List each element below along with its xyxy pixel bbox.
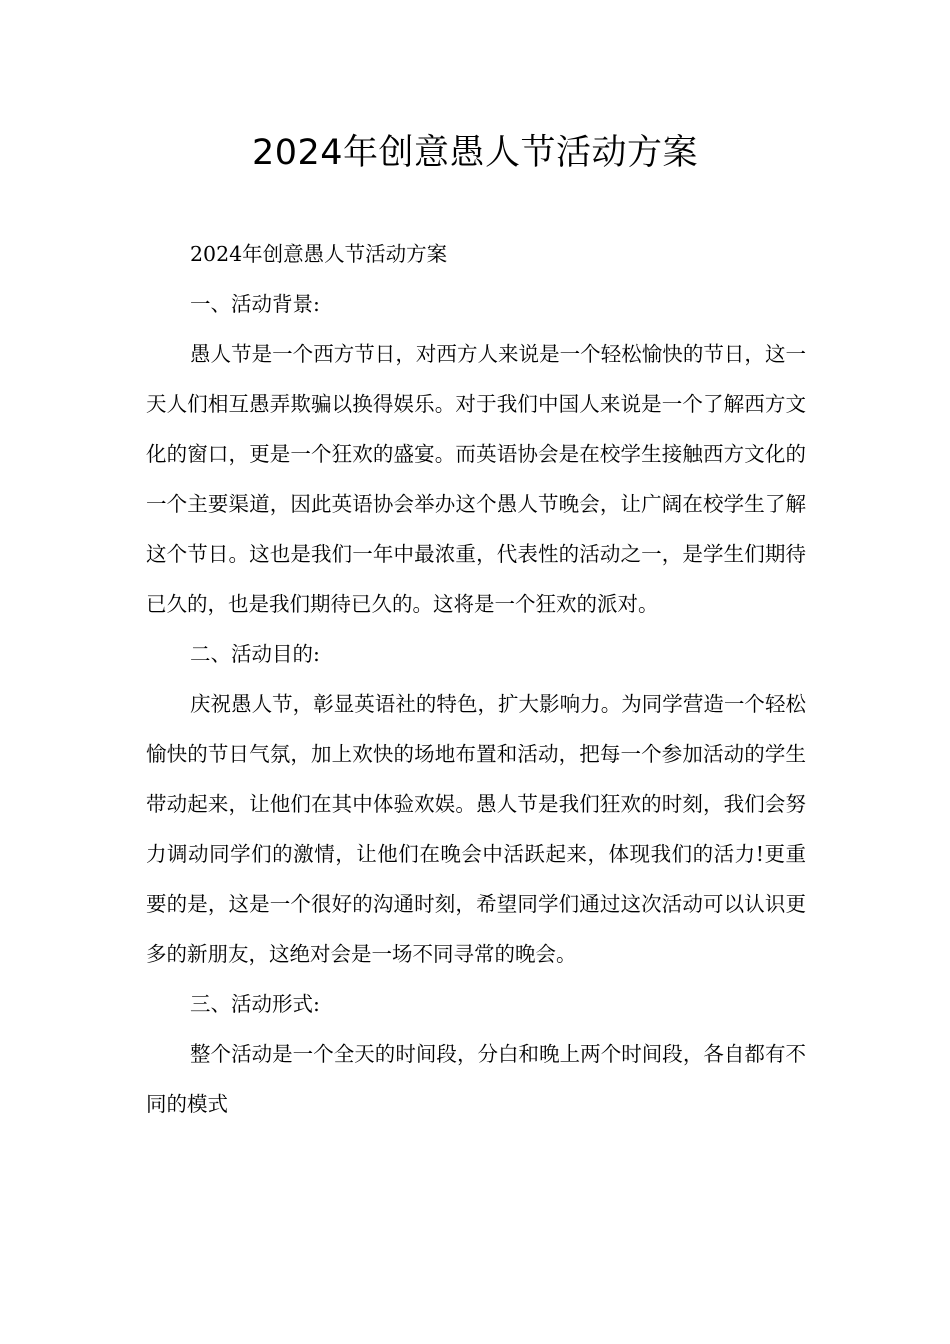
section-heading-purpose: 二、活动目的: (190, 642, 320, 666)
document-subtitle: 2024年创意愚人节活动方案 (190, 242, 448, 266)
document-body (146, 229, 806, 1129)
section-body-purpose: 庆祝愚人节，彰显英语社的特色，扩大影响力。为同学营造一个轻松愉快的节日气氛，加上欢快的场地布置和活动，把每一个参加活动的学生带动起来，让他们在其中体验欢娱。愚人节是我们狂欢的时刻，我们会努力调动同学们的激情，让他们在晚会中活跃起来，体现我们的活力!更重要的是，这是一个很好的沟通时刻，希望同学们通过这次活动可以认识更多的新朋友，这绝对会是一场不同寻常的晚会。 (146, 692, 806, 966)
section-body-format: 整个活动是一个全天的时间段，分白和晚上两个时间段，各自都有不同的模式 (146, 1042, 806, 1116)
section-heading-background: 一、活动背景: (190, 292, 320, 316)
section-heading-format: 三、活动形式: (190, 992, 320, 1016)
document-title: 2024年创意愚人节活动方案 (251, 133, 699, 173)
section-body-background: 愚人节是一个西方节日，对西方人来说是一个轻松愉快的节日，这一天人们相互愚弄欺骗以换得娱乐。对于我们中国人来说是一个了解西方文化的窗口，更是一个狂欢的盛宴。而英语协会是在校学生接触西方文化的一个主要渠道，因此英语协会举办这个愚人节晚会，让广阔在校学生了解这个节日。这也是我们一年中最浓重，代表性的活动之一，是学生们期待已久的，也是我们期待已久的。这将是一个狂欢的派对。 (146, 342, 806, 616)
